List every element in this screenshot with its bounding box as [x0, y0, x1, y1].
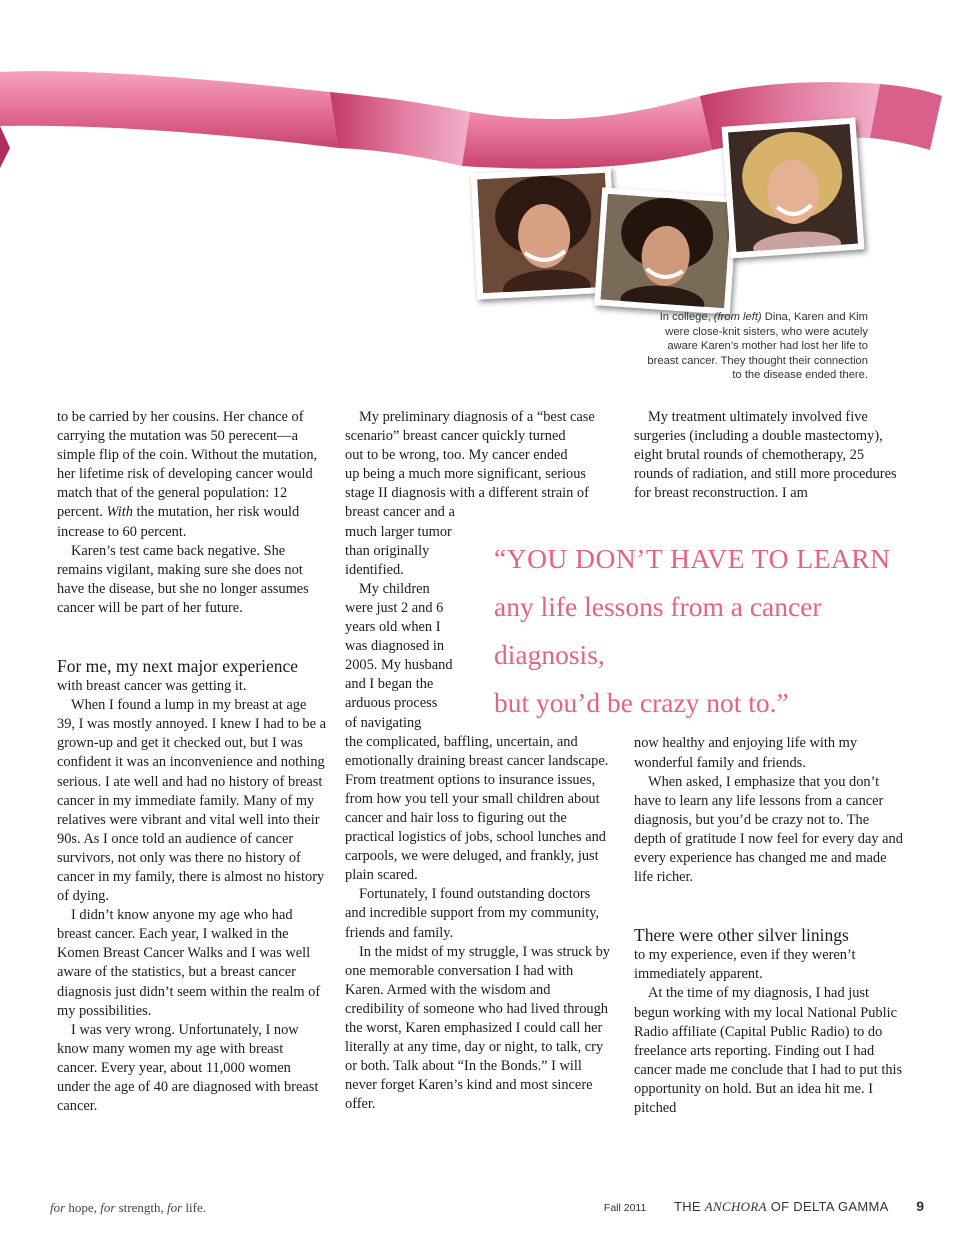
paragraph: My preliminary diagnosis of a “best case scenario” breast cancer quickly turned out to be wrong, too. My cancer ended up being a much more significant, serious stage II diagnosis with a different strain of breast cancer and a much larger tumor than originally identified. [345, 409, 595, 578]
article-column-2 [345, 408, 613, 1114]
paragraph: My treatment ultimately involved five surgeries (including a double mastectomy), eight brutal rounds of chemotherapy, 25 rounds of radiation, and still more procedures for breast reconstruction. I am [634, 409, 897, 502]
article-column-3 [634, 408, 904, 1118]
paragraph: Karen’s test came back negative. She remains vigilant, making sure she does not have the disease, but she no longer assumes cancer will be part of her future. [57, 542, 309, 616]
paragraph: now healthy and enjoying life with my wonderful family and friends. [634, 735, 858, 771]
article-column-1 [57, 408, 327, 1116]
pull-quote [494, 535, 924, 727]
photo-karen [594, 187, 738, 314]
paragraph: with breast cancer was getting it. [57, 678, 247, 695]
paragraph: to be carried by her cousins. Her chance of carrying the mutation was 50 perecent—a simple flip of the coin. Without the mutation, her lifetime risk of developing cancer would match that of the general population: 12 percent. With the mutation, her risk would increase to 60 percent. [57, 409, 318, 540]
paragraph: When I found a lump in my breast at age 39, I was mostly annoyed. I knew I had to be a grown-up and get it checked out, but I was confident it was an inconvenience and nothing serious. I ate well and had no history of breast cancer in my immediate family. Many of my relatives were vibrant and vital well into their 90s. As I once told an audience of cancer survivors, not only was there no history of cancer in my family, there is almost no history of dying. [57, 697, 326, 905]
magazine-name: THE ANCHORA OF DELTA GAMMA [673, 1199, 889, 1214]
paragraph: I was very wrong. Unfortunately, I now know many women my age with breast cancer. Every year, about 11,000 women under the age of 40 are diagnosed with breast cancer. [57, 1021, 319, 1115]
paragraph: When asked, I emphasize that you don’t have to learn any life lessons from a cancer diagnosis, but you’d be crazy not to. The depth of gratitude I now feel for every day and every experience has changed me and made life richer. [634, 773, 903, 886]
photo-caption: In college, (from left) Dina, Karen and Kim were close-knit sisters, who were acutely aware Karen’s mother had lost her life to breast cancer. They thought their connection to the disease ended there. [647, 311, 868, 382]
footer-folio [604, 1198, 924, 1215]
paragraph: Fortunately, I found outstanding doctors and incredible support from my community, friends and family. [345, 886, 600, 941]
pull-quote-line: any life lessons from a cancer diagnosis, [494, 591, 822, 670]
footer-tagline: for hope, for strength, for life. [50, 1200, 207, 1215]
pull-quote-line: but you’d be crazy not to.” [494, 687, 789, 718]
paragraph: to my experience, even if they weren’t immediately apparent. [634, 947, 856, 983]
section-heading: For me, my next major experience [57, 656, 299, 677]
pull-quote-line: “YOU DON’T HAVE TO LEARN [494, 543, 891, 574]
paragraph: I didn’t know anyone my age who had breast cancer. Each year, I walked in the Komen Breast Cancer Walks and I was well aware of the statistics, but a breast cancer diagnosis just didn’t seem within the realm of my possibilities. [57, 907, 321, 1019]
photo-kim [722, 117, 865, 258]
issue-date: Fall 2011 [603, 1202, 647, 1214]
paragraph: My children were just 2 and 6 years old when I was diagnosed in 2005. My husband and I began the arduous process of navigating the complicated, baffling, uncertain, and emotionally draining breast cancer landscape. From treatment options to insurance issues, from how you tell your small children about cancer and hair loss to figuring out the practical logistics of jobs, school lunches and carpools, we were deluged, and frankly, just plain scared. [345, 580, 609, 884]
paragraph: In the midst of my struggle, I was struck by one memorable conversation I had with Karen. Armed with the wisdom and credibility of someone who had lived through the worst, Karen emphasized I could call her literally at any time, day or night, to talk, cry or both. Talk about “In the Bonds.” I will never forget Karen’s kind and most sincere offer. [345, 943, 610, 1113]
section-heading: There were other silver linings [634, 925, 849, 946]
paragraph: At the time of my diagnosis, I had just begun working with my local National Public Radio affiliate (Capital Public Radio) to do freelance arts reporting. Finding out I had cancer made me conclude that I had to put this opportunity on hold. But an idea hit me. I pitched [634, 985, 903, 1116]
page-number: 9 [916, 1198, 924, 1214]
